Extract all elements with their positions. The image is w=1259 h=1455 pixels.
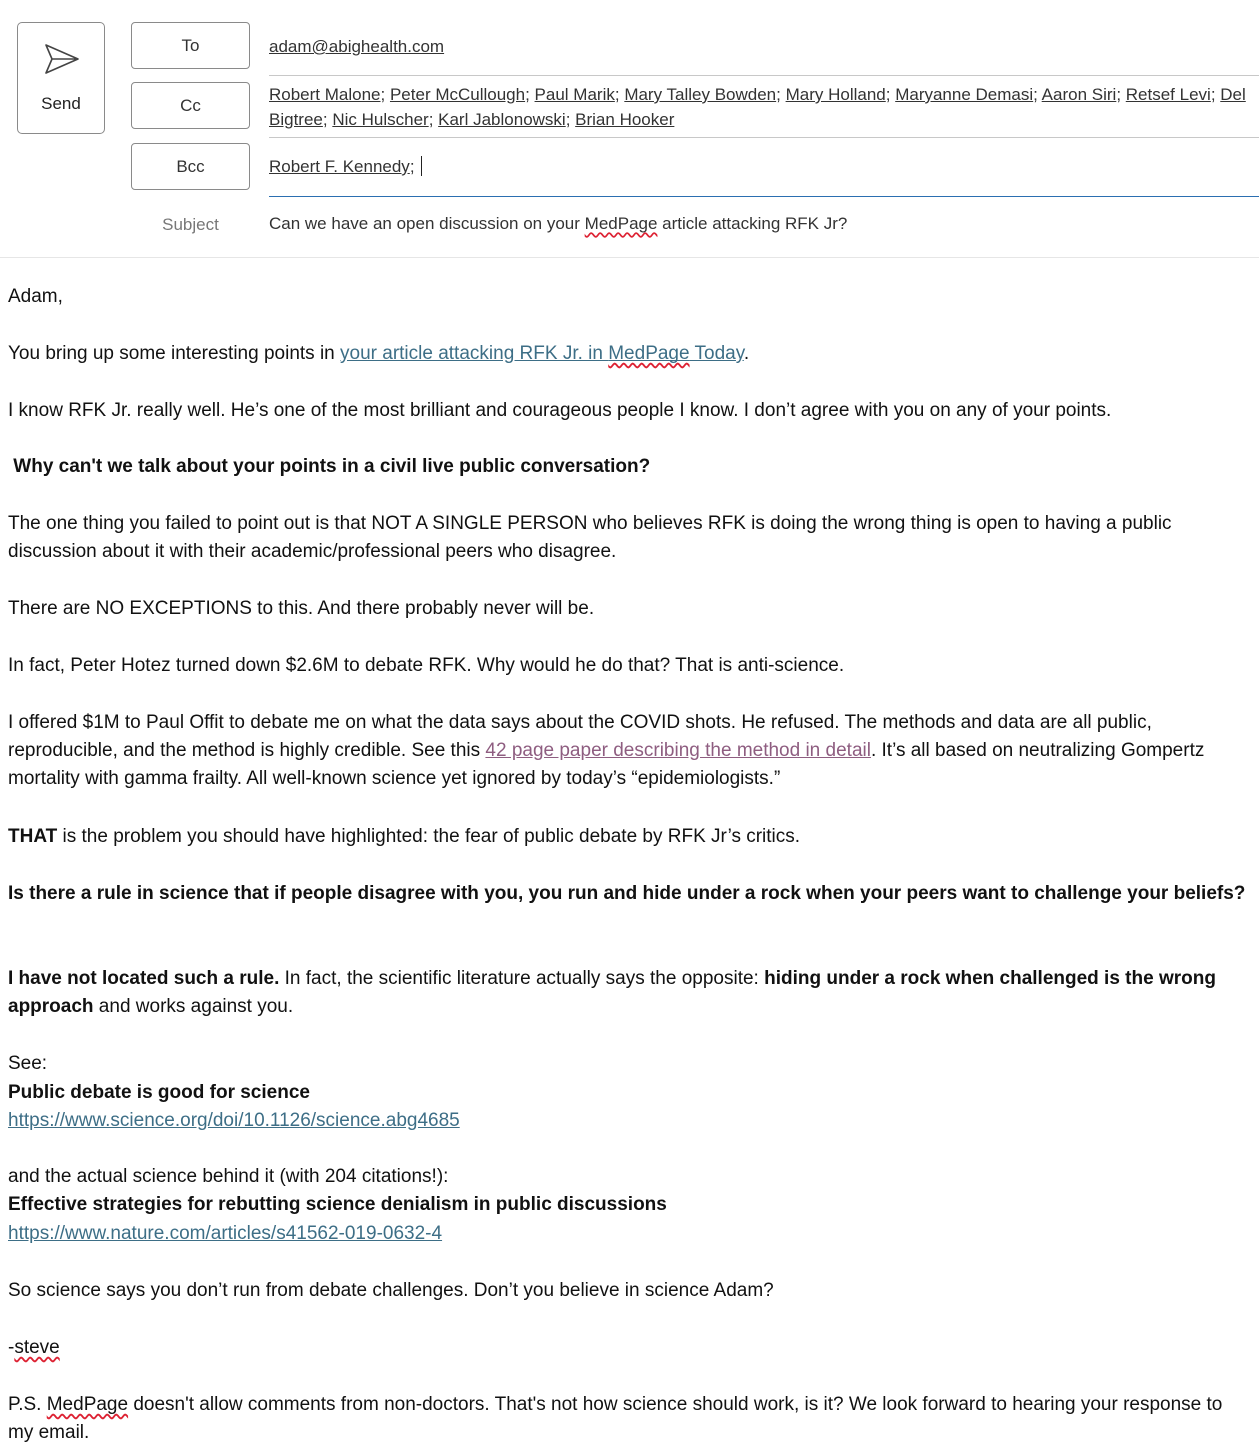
recipient-cc[interactable]: Mary Talley Bowden xyxy=(624,85,777,104)
recipient-separator: ; xyxy=(614,85,625,104)
recipient-cc[interactable]: Maryanne Demasi xyxy=(895,85,1034,104)
bcc-button[interactable]: Bcc xyxy=(131,143,250,190)
send-button[interactable] xyxy=(17,22,105,134)
recipient-separator: ; xyxy=(776,85,786,104)
recipient-separator: ; xyxy=(565,110,576,129)
postscript: P.S. MedPage doesn't allow comments from non-doctors. That's not how science should work, is it? We look forward to hearing your response to my email. xyxy=(8,1394,1223,1443)
to-field[interactable] xyxy=(269,34,1259,76)
article-link[interactable]: your article attacking RFK Jr. in MedPage Today xyxy=(340,343,744,364)
send-label: Send xyxy=(41,94,81,113)
reference-2-link: https://www.nature.com/articles/s41562-019-0632-4 xyxy=(8,1223,443,1244)
bcc-field[interactable]: Robert F. Kennedy; xyxy=(269,154,1259,197)
cc-field[interactable] xyxy=(269,82,1259,138)
recipient-cc[interactable]: Peter McCullough xyxy=(389,85,526,104)
recipient-cc[interactable]: Del Bigtree xyxy=(269,85,1246,129)
paragraph-8: THAT is the problem you should have highlighted: the fear of public debate by RFK Jr’s critics. xyxy=(8,826,801,847)
recipient-cc[interactable]: Brian Hooker xyxy=(575,110,675,129)
recipient-cc[interactable]: Mary Holland xyxy=(785,85,886,104)
reference-2-title: Effective strategies for rebutting science denialism in public discussions xyxy=(8,1194,667,1215)
subject-label: Subject xyxy=(162,215,219,234)
subject-input[interactable]: Can we have an open discussion on your MedPage article attacking RFK Jr? xyxy=(269,214,848,233)
paragraph-9: Is there a rule in science that if people disagree with you, you run and hide under a rock when your peers want to challenge your beliefs? xyxy=(8,883,1246,904)
paragraph-10: I have not located such a rule. In fact, the scientific literature actually says the opposite: hiding under a rock when challenged is the wrong approach and works against you. xyxy=(8,968,1216,1017)
signoff: -steve xyxy=(8,1337,60,1358)
greeting: Adam, xyxy=(8,286,63,307)
recipient-separator: ; xyxy=(1116,85,1126,104)
recipient-separator: ; xyxy=(1033,85,1042,104)
recipient-to[interactable]: adam@abighealth.com xyxy=(269,37,445,56)
send-icon xyxy=(44,43,80,75)
compose-header xyxy=(0,0,1259,258)
paragraph-4: The one thing you failed to point out is that NOT A SINGLE PERSON who believes RFK is doing the wrong thing is open to having a public discussion about it with their academic/professional peers who disagree. xyxy=(8,513,1172,562)
reference-2-intro: and the actual science behind it (with 204 citations!): xyxy=(8,1166,449,1187)
recipient-cc[interactable]: Robert Malone xyxy=(269,85,381,104)
paragraph-5: There are NO EXCEPTIONS to this. And there probably never will be. xyxy=(8,598,595,619)
recipient-separator: ; xyxy=(885,85,896,104)
paragraph-2: I know RFK Jr. really well. He’s one of the most brilliant and courageous people I know. I don’t agree with you on any of your points. xyxy=(8,400,1112,421)
text-cursor xyxy=(421,156,422,176)
paper-link[interactable]: 42 page paper describing the method in detail xyxy=(485,740,871,761)
recipient-separator: ; xyxy=(428,110,439,129)
recipient-cc[interactable]: Nic Hulscher xyxy=(332,110,429,129)
recipient-cc[interactable]: Paul Marik xyxy=(534,85,615,104)
recipient-separator: ; xyxy=(380,85,390,104)
cc-button[interactable]: Cc xyxy=(131,82,250,129)
paragraph-1: You bring up some interesting points in your article attacking RFK Jr. in MedPage Today. xyxy=(8,343,750,364)
recipient-separator: ; xyxy=(525,85,535,104)
recipient-cc[interactable]: Aaron Siri xyxy=(1041,85,1117,104)
to-button[interactable]: To xyxy=(131,22,250,69)
paragraph-11: So science says you don’t run from debate challenges. Don’t you believe in science Adam? xyxy=(8,1280,774,1301)
paragraph-3: Why can't we talk about your points in a civil live public conversation? xyxy=(8,456,651,477)
recipient-cc[interactable]: Retsef Levi xyxy=(1125,85,1211,104)
paragraph-6: In fact, Peter Hotez turned down $2.6M to debate RFK. Why would he do that? That is anti-science. xyxy=(8,655,845,676)
recipient-bcc[interactable]: Robert F. Kennedy xyxy=(269,157,410,176)
reference-1-title: Public debate is good for science xyxy=(8,1082,310,1103)
recipient-separator: ; xyxy=(1210,85,1221,104)
see-label: See: xyxy=(8,1053,48,1074)
reference-1-link: https://www.science.org/doi/10.1126/science.abg4685 xyxy=(8,1110,460,1131)
recipient-separator: ; xyxy=(322,110,333,129)
recipient-cc[interactable]: Karl Jablonowski xyxy=(438,110,566,129)
paragraph-7: I offered $1M to Paul Offit to debate me on what the data says about the COVID shots. He refused. The methods and data are all public, reproducible, and the method is highly credible. See this 42 page paper describing the method in detail. It’s all based on neutralizing Gompertz mortality with gamma frailty. All well-known science yet ignored by today’s “epidemiologists.” xyxy=(8,712,1205,789)
